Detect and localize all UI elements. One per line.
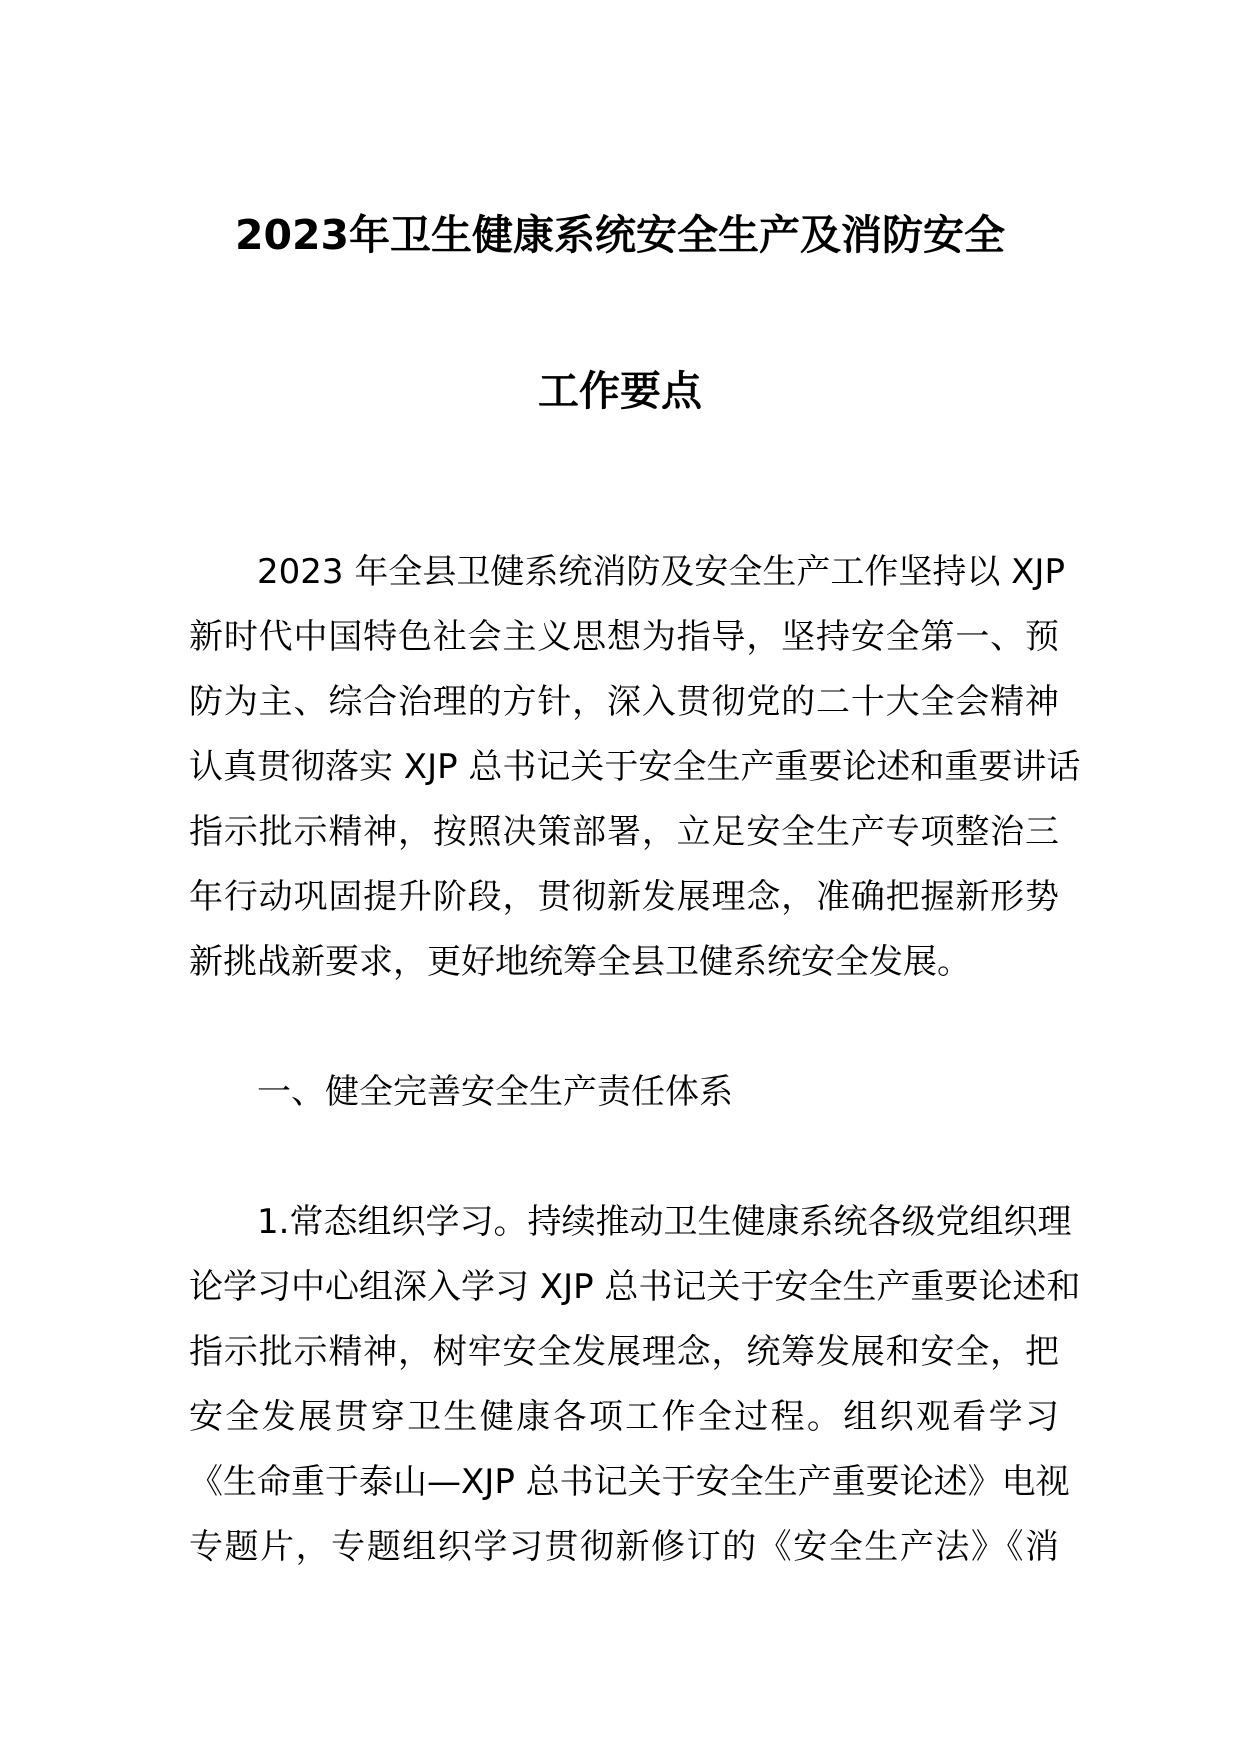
item1-line: 安全发展贯穿卫生健康各项工作全过程。组织观看学习	[189, 1397, 1059, 1437]
item1-line: 1.常态组织学习。持续推动卫生健康系统各级党组织理	[257, 1202, 1072, 1242]
item1-line: 专题片，专题组织学习贯彻新修订的《安全生产法》《消	[189, 1527, 1059, 1567]
intro-line: 新挑战新要求，更好地统筹全县卫健系统安全发展。	[189, 942, 971, 982]
intro-line: 防为主、综合治理的方针，深入贯彻党的二十大全会精神	[189, 682, 1059, 722]
item1-line: 论学习中心组深入学习 XJP 总书记关于安全生产重要论述和	[189, 1267, 1081, 1307]
item1-paragraph	[189, 1190, 1081, 1580]
item1-line: 指示批示精神，树牢安全发展理念，统筹发展和安全，把	[189, 1332, 1059, 1372]
intro-line: 新时代中国特色社会主义思想为指导，坚持安全第一、预	[189, 617, 1059, 657]
intro-line: 年行动巩固提升阶段，贯彻新发展理念，准确把握新形势	[189, 877, 1059, 917]
document-title-line1: 2023年卫生健康系统安全生产及消防安全	[234, 211, 1006, 259]
intro-paragraph	[189, 540, 1081, 995]
intro-line: 2023 年全县卫健系统消防及安全生产工作坚持以 XJP	[257, 552, 1065, 592]
document-title-line2: 工作要点	[538, 367, 702, 415]
section-heading	[189, 1060, 1059, 1125]
section1-heading: 一、健全完善安全生产责任体系	[257, 1072, 733, 1112]
intro-line: 指示批示精神，按照决策部署，立足安全生产专项整治三	[189, 812, 1059, 852]
intro-line: 认真贯彻落实 XJP 总书记关于安全生产重要论述和重要讲话	[189, 747, 1081, 787]
item1-line: 《生命重于泰山—XJP 总书记关于安全生产重要论述》电视	[189, 1462, 1070, 1502]
